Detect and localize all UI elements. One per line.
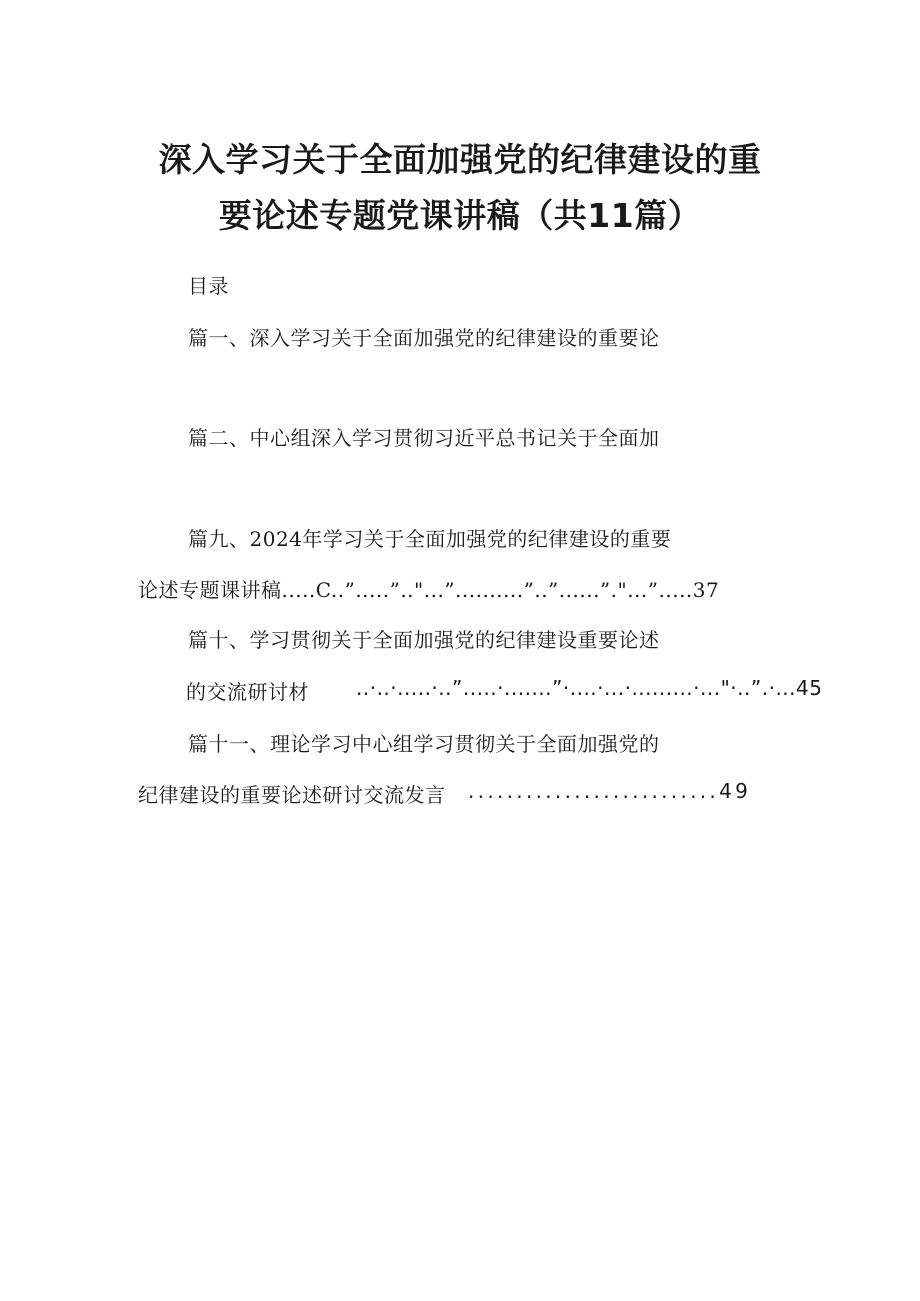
toc-label: 目录 bbox=[188, 274, 229, 298]
document-title-line-2: 要论述专题党课讲稿（共11篇） bbox=[218, 196, 702, 235]
toc-entry-2[interactable]: 篇二、中心组深入学习贯彻习近平总书记关于全面加 bbox=[188, 426, 660, 450]
toc-entry-11-leader-and-page: ..........................49 bbox=[468, 779, 752, 803]
document-title-line-1: 深入学习关于全面加强党的纪律建设的重 bbox=[158, 140, 762, 179]
toc-entry-10-line-2[interactable] bbox=[186, 676, 823, 705]
toc-entry-9-line-1[interactable]: 篇九、2024年学习关于全面加强党的纪律建设的重要 bbox=[188, 527, 672, 551]
toc-entry-10-leader-and-page: ..·..·.....·..”.....·.......”·....·...·.........·..."·..”.·...45 bbox=[356, 676, 823, 700]
toc-entry-11-line-2[interactable] bbox=[138, 779, 752, 808]
toc-entry-9-line-2[interactable]: 论述专题课讲稿.....C..”.....”.."...”..........”..”......”."...”.....37 bbox=[138, 578, 720, 602]
toc-entry-10-text: 的交流研讨材 bbox=[186, 680, 309, 704]
toc-entry-11-line-1[interactable]: 篇十一、理论学习中心组学习贯彻关于全面加强党的 bbox=[188, 732, 660, 756]
toc-entry-10-line-1[interactable]: 篇十、学习贯彻关于全面加强党的纪律建设重要论述 bbox=[188, 628, 660, 652]
toc-entry-1[interactable]: 篇一、深入学习关于全面加强党的纪律建设的重要论 bbox=[188, 326, 660, 350]
toc-entry-11-text: 纪律建设的重要论述研讨交流发言 bbox=[138, 783, 446, 807]
